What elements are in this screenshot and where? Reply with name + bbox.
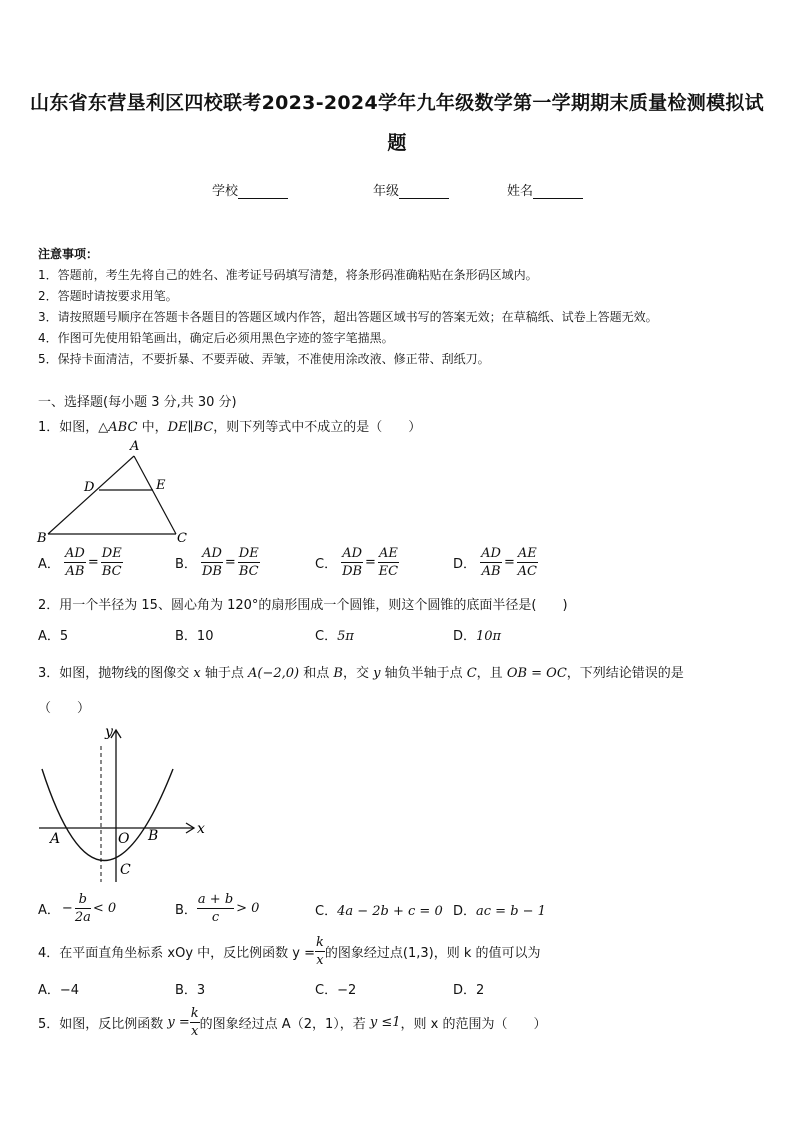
- question-3-paren: （ ）: [38, 701, 91, 716]
- q3-option-d[interactable]: D．ac = b − 1: [453, 904, 546, 919]
- name-blank: [533, 186, 583, 199]
- name-field: 姓名: [507, 180, 583, 199]
- note-item: 3．请按照题号顺序在答题卡各题目的答题区域内作答，超出答题区域书写的答案无效；在草稿纸、试卷上答题无效。: [38, 310, 658, 324]
- label-C: C: [177, 531, 187, 546]
- label-A: A: [130, 439, 140, 454]
- q3-option-a[interactable]: A． − $\frac{b}{2a}$ < 0: [38, 892, 117, 925]
- question-5-stem: 5．如图，反比例函数 y = $\frac{k}{x}$ 的图象经过点 A（2，1），若 y ≤1，则 x 的范围为（ ）: [38, 1006, 547, 1039]
- q4-option-d[interactable]: D．2: [453, 983, 485, 998]
- q2-option-b[interactable]: B．10: [175, 629, 214, 644]
- label-origin-O: O: [118, 831, 130, 847]
- section-heading: 一、选择题(每小题 3 分,共 30 分): [38, 395, 237, 410]
- q3-option-c[interactable]: C．4a − 2b + c = 0: [315, 904, 443, 919]
- q3-option-b[interactable]: B． $\frac{a + b}{c}$ > 0: [175, 892, 260, 925]
- q2-option-a[interactable]: A．5: [38, 629, 69, 644]
- label-y-axis: y: [105, 724, 113, 740]
- label-point-B: B: [148, 828, 159, 844]
- grade-blank: [399, 186, 449, 199]
- note-item: 2．答题时请按要求用笔。: [38, 289, 178, 303]
- q1-option-a[interactable]: A． $\frac{AD}{AB}$ = $\frac{DE}{BC}$: [38, 546, 122, 579]
- page-title: 山东省东营垦利区四校联考2023-2024学年九年级数学第一学期期末质量检测模拟试: [30, 92, 764, 114]
- label-E: E: [156, 478, 166, 493]
- label-x-axis: x: [197, 821, 205, 837]
- label-D: D: [84, 480, 95, 495]
- q2-option-c[interactable]: C．5π: [315, 629, 354, 644]
- page-title-cont: 题: [387, 132, 407, 154]
- q4-option-a[interactable]: A．−4: [38, 983, 80, 998]
- parabola-curve: [42, 769, 173, 861]
- grade-field: 年级: [373, 180, 449, 199]
- q1-option-d[interactable]: D． $\frac{AD}{AB}$ = $\frac{AE}{AC}$: [453, 546, 537, 579]
- q1-option-b[interactable]: B． $\frac{AD}{DB}$ = $\frac{DE}{BC}$: [175, 546, 259, 579]
- label-point-C: C: [120, 862, 131, 878]
- q1-option-c[interactable]: C． $\frac{AD}{DB}$ = $\frac{AE}{EC}$: [315, 546, 399, 579]
- note-item: 4．作图可先使用铅笔画出，确定后必须用黑色字迹的签字笔描黑。: [38, 331, 394, 345]
- question-1-stem: 1．如图，△ABC 中，DE∥BC，则下列等式中不成立的是（ ）: [38, 420, 422, 435]
- note-item: 5．保持卡面清洁，不要折暴、不要弄破、弄皱，不准使用涂改液、修正带、刮纸刀。: [38, 352, 490, 366]
- q4-option-b[interactable]: B．3: [175, 983, 206, 998]
- label-B: B: [37, 531, 47, 546]
- q2-option-d[interactable]: D．10π: [453, 629, 502, 644]
- q4-option-c[interactable]: C．−2: [315, 983, 357, 998]
- question-4-stem: 4．在平面直角坐标系 xOy 中，反比例函数 y = $\frac{k}{x}$ 的图象经过点(1,3)，则 k 的值可以为: [38, 935, 541, 968]
- side-AB: [48, 456, 134, 534]
- school-field: 学校: [212, 180, 288, 199]
- notes-header: 注意事项：: [38, 247, 99, 261]
- triangle-figure: [36, 436, 196, 546]
- parabola-figure: [36, 722, 216, 884]
- question-2-stem: 2．用一个半径为 15、圆心角为 120°的扇形围成一个圆锥，则这个圆锥的底面半径是( ): [38, 598, 568, 613]
- label-point-A: A: [50, 831, 61, 847]
- note-item: 1．答题前，考生先将自己的姓名、准考证号码填写清楚，将条形码准确粘贴在条形码区域内。: [38, 268, 538, 282]
- school-blank: [238, 186, 288, 199]
- question-3-stem: 3．如图，抛物线的图像交 x 轴于点 A(−2,0) 和点 B，交 y 轴负半轴于点 C，且 OB = OC，下列结论错误的是: [38, 666, 684, 681]
- side-AC: [134, 456, 176, 534]
